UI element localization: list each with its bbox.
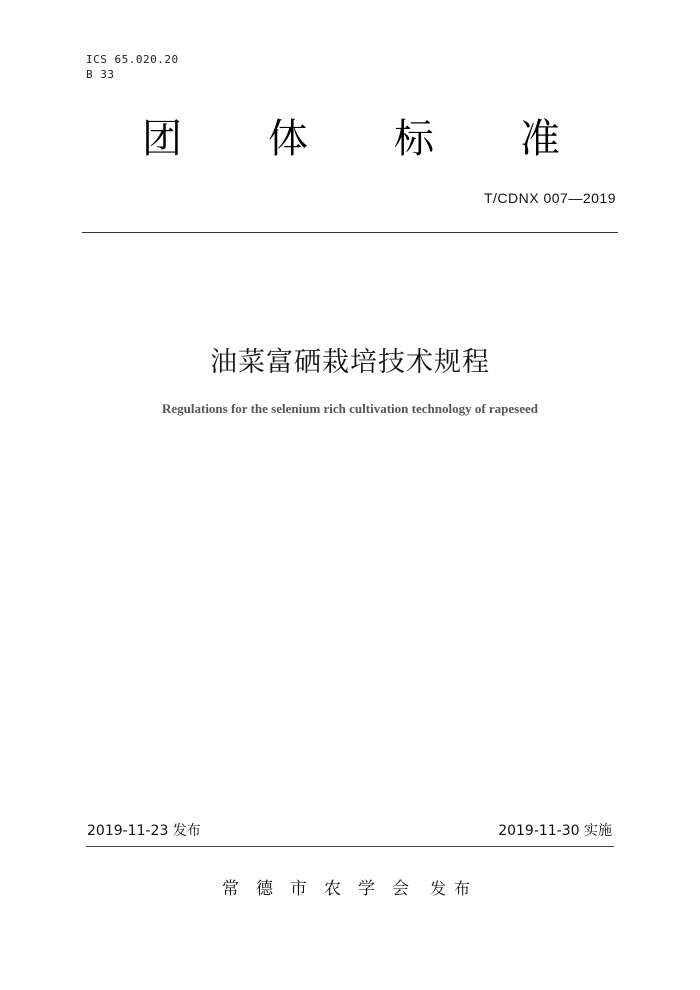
document-title-english: Regulations for the selenium rich cultivation technology of rapeseed [161, 401, 538, 416]
standard-type-char: 体 [268, 116, 308, 162]
standard-type-char: 准 [520, 116, 560, 162]
implementation-date: 2019-11-30 实施 [498, 823, 612, 839]
footer-divider [86, 846, 614, 847]
issue-date: 2019-11-23 发布 [87, 823, 201, 839]
issuer-line [0, 874, 700, 899]
ics-code: ICS 65.020.20 [86, 53, 179, 66]
ccs-code: B 33 [86, 68, 115, 81]
standard-number: T/CDNX 007—2019 [483, 190, 616, 206]
document-title-chinese: 油菜富硒栽培技术规程 [210, 347, 490, 378]
header-divider [82, 232, 618, 233]
issuer-action: 发布 [429, 879, 478, 898]
standard-type-char: 标 [394, 116, 434, 162]
standard-type-heading [80, 113, 620, 165]
issuer-organization: 常德市农学会 [221, 879, 426, 899]
standard-type-char: 团 [142, 116, 182, 162]
